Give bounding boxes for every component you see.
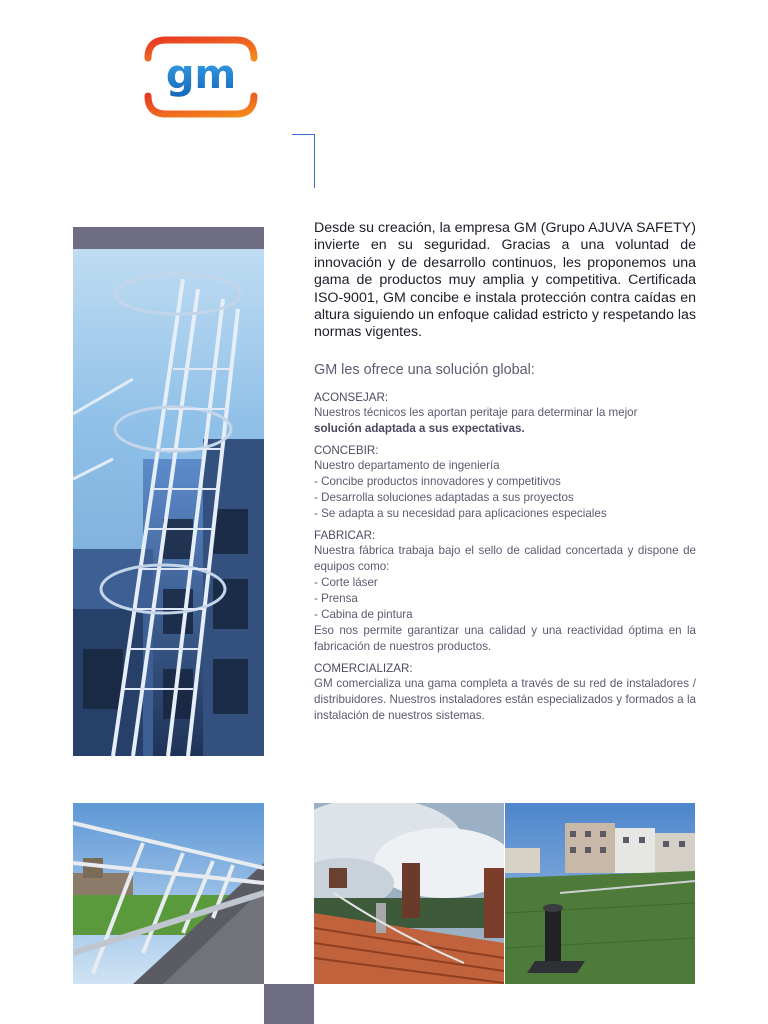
logo-text: gm [165,52,237,98]
section-text: Eso nos permite garantizar una calidad y una reactividad óptima en la fabricación de nuestros productos. [314,623,696,653]
section-fabricar [314,528,696,655]
list-item: - Cabina de pintura [314,607,413,621]
list-item: - Prensa [314,591,358,605]
main-content [314,220,696,730]
section-heading: FABRICAR: [314,528,376,542]
gm-logo [138,36,264,118]
decorative-corner-line [292,134,315,188]
list-item: Nuestro departamento de ingeniería [314,458,500,472]
section-subtitle: GM les ofrece una solución global: [314,361,535,378]
gm-logo-icon [138,36,264,118]
section-text: Nuestra fábrica trabaja bajo el sello de calidad concertada y dispone de equipos como: [314,543,696,573]
section-text: Nuestros técnicos les aportan peritaje para determinar la mejor [314,405,638,419]
section-aconsejar [314,390,696,437]
section-concebir [314,443,696,522]
roof-photo [314,803,504,984]
section-body [314,676,696,724]
gray-header-bar [73,227,264,249]
section-body [314,543,696,655]
section-heading: CONCEBIR: [314,443,379,457]
section-heading: COMERCIALIZAR: [314,661,413,675]
gray-footer-square [264,984,314,1024]
section-comercializar [314,661,696,724]
list-item: - Se adapta a su necesidad para aplicaciones especiales [314,506,607,520]
section-body [314,405,696,437]
ladder-photo [73,249,264,756]
section-bold-text: solución adaptada a sus expectativas. [314,421,525,435]
list-item: - Corte láser [314,575,378,589]
list-item: - Concibe productos innovadores y competitivos [314,474,561,488]
railing-photo [73,803,264,984]
section-heading: ACONSEJAR: [314,390,389,404]
section-text: GM comercializa una gama completa a través de su red de instaladores / distribuidores. Nuestros instaladores están especializados y formados a la instalación de nuestros sistemas. [314,676,696,722]
flat-roof-photo [505,803,695,984]
section-body [314,458,696,522]
intro-paragraph: Desde su creación, la empresa GM (Grupo AJUVA SAFETY) invierte en su seguridad. Gracias a una voluntad de innovación y de desarrollo continuos, les proponemos una gama de productos muy amplia y competitiva. Certificada ISO-9001, GM concibe e instala protección contra caídas en altura siguiendo un enfoque calidad estricto y respetando las normas vigentes. [314,220,696,341]
list-item: - Desarrolla soluciones adaptadas a sus proyectos [314,490,574,504]
